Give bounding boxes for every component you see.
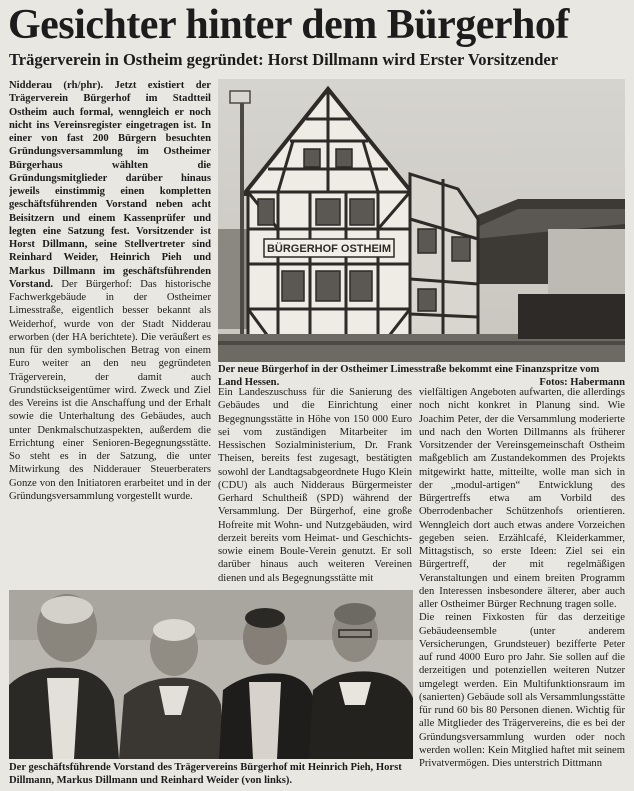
sign-text: BÜRGERHOF OSTHEIM <box>266 243 392 255</box>
photo-buergerhof <box>218 79 625 362</box>
article-continued-text: Ein Landeszuschuss für die Sanierung des Gebäudes und die Einrichtung einer Begegnungsstätte in Höhe von 150 000 Euro sei vom zuständigen Mitarbeiter im Hessischen Sozialministerium, Dr. Frank Theisen, bereits fest zugesagt, bestätigten sowohl der Landtagsabgeordnete Hugo Klein (CDU) als auch Nidderaus Bürgermeister Gerhard Schultheiß (SPD) während der Versammlung. Der Bürgerhof, eine große Hofreite mit Wohn- und Nutzgebäuden, wird derzeit bereits vom Heimat- und Geschichts- sowie einem Boule-Verein genutzt. Er soll darüber hinaus auch weiteren Vereinen dienen und als Begegnungsstätte mit <box>218 387 412 584</box>
article-paragraph-1: Der Bürgerhof: Das historische Fachwerkgebäude in der Ostheimer Limesstraße, eigentlich besser bekannt als Weiderhof, wurde von der Stadt Nidderau erworben (der HA berichtete). Die veräußert es nun für den symbolischen Betrag von einem Euro weiter an den neu gegründeten Trägerverein, der damit auch Grundstückseigentümer wird. Zweck und Ziel des Vereins ist die Anschaffung und der Erhalt sowie die Unterhaltung des Gebäudes, auch unter Denkmalschutzaspekten, außerdem die Errichtung einer Senioren-Begegnungsstätte. So steht es in der Satzung, die unter Mitwirkung des Nidderauer Steuerberaters Gonze von den Initiatoren erarbeitet und in der Gründungsversammlung vorgestellt wurde. <box>9 278 211 502</box>
article-column-1 <box>9 79 211 587</box>
caption-top-text: Der neue Bürgerhof in der Ostheimer Limesstraße bekommt eine Finanzspritze vom Land Hessen. <box>218 364 600 388</box>
headline: Gesichter hinter dem Bürgerhof <box>8 2 569 48</box>
article-column-2 <box>218 386 412 586</box>
caption-bottom: Der geschäftsführende Vorstand des Trägervereins Bürgerhof mit Heinrich Pieh, Horst Dillmann, Markus Dillmann und Reinhard Weider (von links). <box>9 762 402 786</box>
caption-top <box>218 363 625 389</box>
photo-vorstand <box>9 590 413 759</box>
subheadline: Trägerverein in Ostheim gegründet: Horst Dillmann wird Erster Vorsitzender <box>9 50 559 69</box>
article-lead: Nidderau (rh/phr). Jetzt existiert der Trägerverein Bürgerhof im Stadtteil Ostheim auch formal, wenngleich er noch nicht ins Vereinsregister eingetragen ist. In einer von fast 200 Bürgern besuchten Gründungsversammlung im Ostheimer Bürgerhaus wählten die Gründungsmitglieder darüber hinaus jeweils einstimmig einen kompletten geschäftsführenden Vorstand neben acht Beisitzern und einem Kassenprüfer und legten eine Satzung fest. Vorsitzender ist Horst Dillmann, seine Stellvertreter sind Reinhard Weider, Heinrich Pieh und Markus Dillmann im geschäftsführenden Vorstand. <box>9 80 211 290</box>
photo-credit: Fotos: Habermann <box>539 377 625 388</box>
article-continued-text: vielfältigen Angeboten aufwarten, die allerdings noch nicht konkret in Planung sind. Wie Joachim Peter, der die Versammlung moderierte und nach den Worten Dillmanns als früherer Vorsitzender der Vereinsgemeinschaft Ostheim maßgeblich am Zustandekommen des Projekts mitgewirkt hatte, mitteilte, wolle man sich in der „modul-artigen“ Entwicklung des Bürgertreffs etwa am Vorbild des Oberrodenbacher Schützenhofs orientieren. Wenngleich dort auch etwas andere Vorzeichen gegeben seien. Erzählcafé, Kleiderkammer, Mittagstisch, so erste Ideen: Ziel sei ein Bürgertreff, der mit regelmäßigen Veranstaltungen und einem breiten Programm den Interessen insbesondere älterer, aber auch aller Ostheimer Bürger Rechnung tragen solle. Die reinen Fixkosten für das derzeitige Gebäudeensemble (unter anderem Versicherungen, Grundsteuer) bezifferte Peter auf rund 4000 Euro pro Jahr. Sie sollen auf die derzeitigen und potenziellen weiteren Nutzer umgelegt werden. Ein Multifunktionsraum im (sanierten) Gebäude soll als Versammlungsstätte für rund 60 bis 80 Personen dienen. Wichtig für alle Mitglieder des Trägervereins, die es bei der Gründungsversammlung wurden oder noch werden wollen: Kein Mitglied haftet mit seinem Privatvermögen. Dies unterstrich Dittmann <box>419 387 625 769</box>
article-column-3 <box>419 386 625 781</box>
